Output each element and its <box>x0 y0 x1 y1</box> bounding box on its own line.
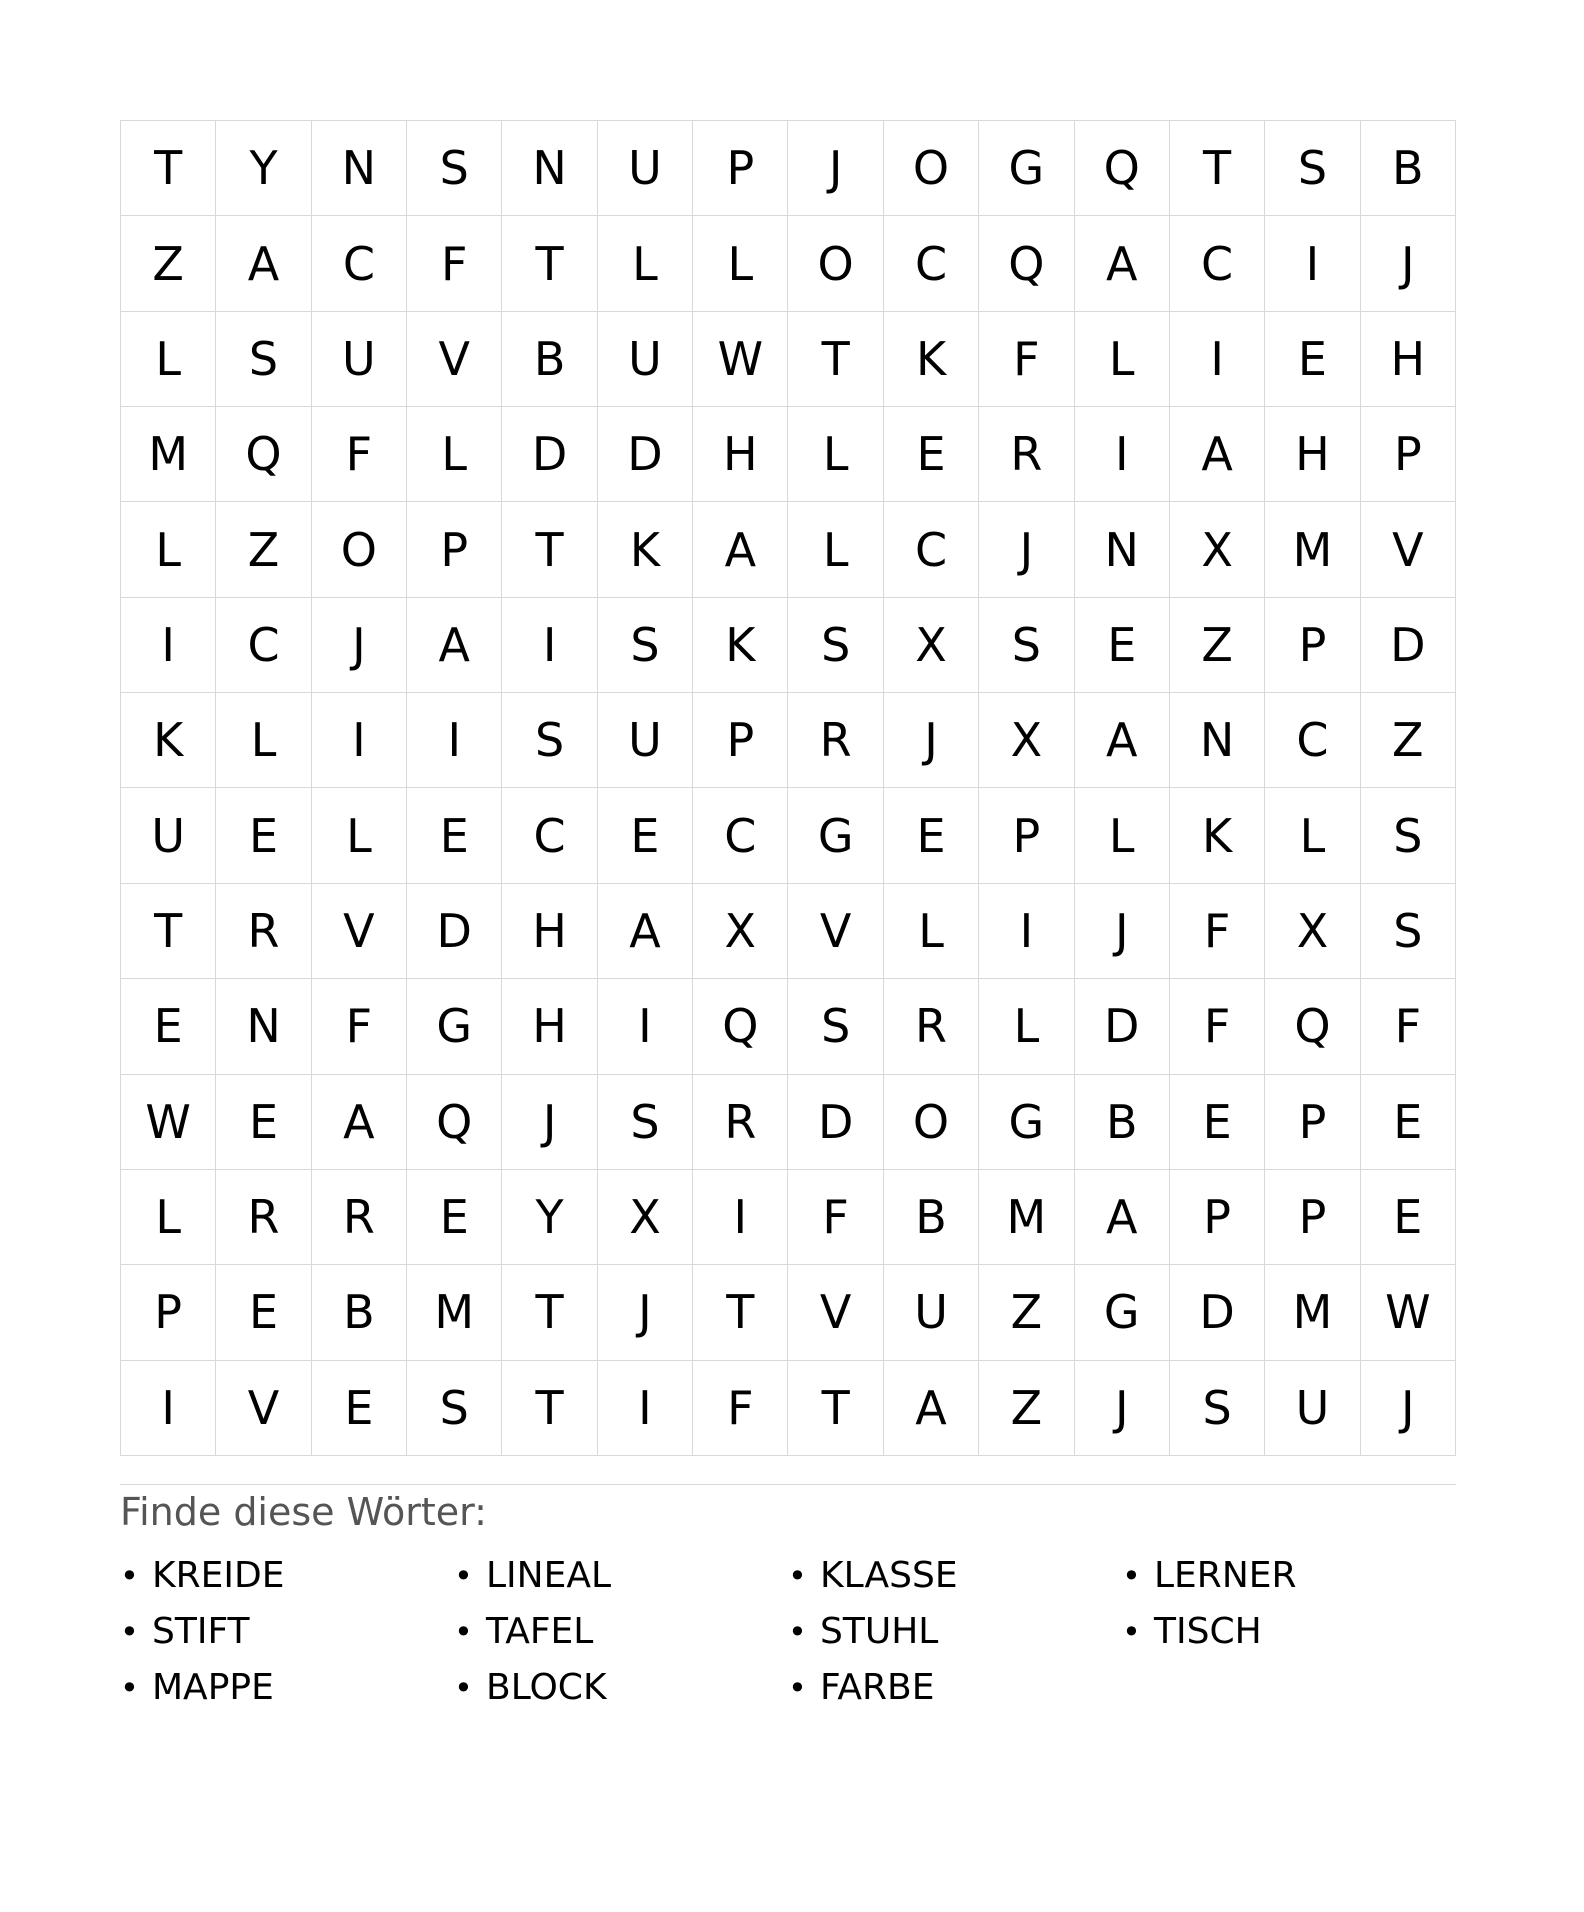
bullet-icon: • <box>120 1557 139 1595</box>
grid-cell[interactable]: E <box>216 788 311 883</box>
grid-cell[interactable]: M <box>979 1170 1074 1265</box>
grid-cell[interactable]: Q <box>1265 979 1360 1074</box>
grid-cell[interactable]: O <box>788 216 883 311</box>
grid-cell[interactable]: R <box>693 1075 788 1170</box>
grid-cell[interactable]: J <box>1075 1361 1170 1456</box>
grid-cell[interactable]: E <box>121 979 216 1074</box>
grid-cell[interactable]: P <box>1265 1075 1360 1170</box>
grid-cell[interactable]: I <box>121 1361 216 1456</box>
word-label: KLASSE <box>820 1555 958 1596</box>
grid-cell[interactable]: O <box>884 121 979 216</box>
grid-cell[interactable]: G <box>1075 1265 1170 1360</box>
word-list <box>120 1548 1456 1716</box>
grid-cell[interactable]: O <box>884 1075 979 1170</box>
grid-cell[interactable]: F <box>1361 979 1456 1074</box>
grid-cell[interactable]: L <box>216 693 311 788</box>
grid-cell[interactable]: A <box>312 1075 407 1170</box>
grid-cell[interactable]: S <box>598 598 693 693</box>
grid-cell[interactable]: L <box>312 788 407 883</box>
grid-cell[interactable]: E <box>1361 1170 1456 1265</box>
grid-cell[interactable]: T <box>693 1265 788 1360</box>
grid-cell[interactable]: D <box>598 407 693 502</box>
word-label: STIFT <box>152 1611 250 1652</box>
bullet-icon: • <box>454 1557 473 1595</box>
grid-cell[interactable]: T <box>1170 121 1265 216</box>
grid-cell[interactable]: R <box>312 1170 407 1265</box>
grid-cell[interactable]: I <box>693 1170 788 1265</box>
grid-cell[interactable]: H <box>1265 407 1360 502</box>
grid-cell[interactable]: Z <box>121 216 216 311</box>
grid-cell[interactable]: X <box>979 693 1074 788</box>
word-label: MAPPE <box>152 1667 274 1708</box>
grid-cell[interactable]: U <box>598 121 693 216</box>
grid-cell[interactable]: H <box>693 407 788 502</box>
grid-cell[interactable]: K <box>598 502 693 597</box>
grid-cell[interactable]: A <box>407 598 502 693</box>
grid-cell[interactable]: I <box>1075 407 1170 502</box>
grid-cell[interactable]: F <box>693 1361 788 1456</box>
grid-cell[interactable]: A <box>1170 407 1265 502</box>
grid-cell[interactable]: B <box>312 1265 407 1360</box>
grid-cell[interactable]: S <box>216 312 311 407</box>
grid-cell[interactable]: V <box>788 1265 883 1360</box>
grid-cell[interactable]: S <box>1170 1361 1265 1456</box>
grid-cell[interactable]: C <box>502 788 597 883</box>
word-label: LERNER <box>1154 1555 1297 1596</box>
grid-cell[interactable]: P <box>407 502 502 597</box>
grid-cell[interactable]: I <box>407 693 502 788</box>
grid-cell[interactable]: D <box>407 884 502 979</box>
word-list-item <box>1122 1604 1456 1660</box>
grid-cell[interactable]: J <box>979 502 1074 597</box>
word-label: TISCH <box>1154 1611 1262 1652</box>
grid-cell[interactable]: E <box>407 1170 502 1265</box>
grid-cell[interactable]: I <box>598 1361 693 1456</box>
word-list-item <box>788 1604 1122 1660</box>
grid-cell[interactable]: B <box>502 312 597 407</box>
word-list-item <box>120 1604 454 1660</box>
grid-cell[interactable]: E <box>407 788 502 883</box>
grid-cell[interactable]: F <box>1170 884 1265 979</box>
grid-cell[interactable]: S <box>598 1075 693 1170</box>
grid-cell[interactable]: J <box>1075 884 1170 979</box>
grid-cell[interactable]: A <box>1075 693 1170 788</box>
word-list-item <box>788 1548 1122 1604</box>
grid-cell[interactable]: D <box>1170 1265 1265 1360</box>
grid-cell[interactable]: Q <box>216 407 311 502</box>
grid-cell[interactable]: I <box>1170 312 1265 407</box>
grid-cell[interactable]: F <box>979 312 1074 407</box>
grid-cell[interactable]: L <box>121 312 216 407</box>
grid-cell[interactable]: K <box>121 693 216 788</box>
grid-cell[interactable]: F <box>312 407 407 502</box>
grid-cell[interactable]: H <box>1361 312 1456 407</box>
grid-cell[interactable]: V <box>312 884 407 979</box>
grid-cell[interactable]: V <box>216 1361 311 1456</box>
grid-cell[interactable]: A <box>693 502 788 597</box>
grid-cell[interactable]: N <box>1075 502 1170 597</box>
grid-cell[interactable]: S <box>407 1361 502 1456</box>
grid-cell[interactable]: B <box>1361 121 1456 216</box>
grid-cell[interactable]: A <box>1075 216 1170 311</box>
grid-cell[interactable]: S <box>1265 121 1360 216</box>
grid-cell[interactable]: X <box>693 884 788 979</box>
grid-cell[interactable]: Y <box>216 121 311 216</box>
grid-cell[interactable]: P <box>1265 1170 1360 1265</box>
grid-cell[interactable]: E <box>884 407 979 502</box>
grid-cell[interactable]: M <box>407 1265 502 1360</box>
grid-cell[interactable]: E <box>1265 312 1360 407</box>
grid-cell[interactable]: A <box>216 216 311 311</box>
grid-cell[interactable]: T <box>502 216 597 311</box>
grid-cell[interactable]: Z <box>979 1361 1074 1456</box>
grid-cell[interactable]: R <box>884 979 979 1074</box>
grid-cell[interactable]: W <box>693 312 788 407</box>
grid-cell[interactable]: L <box>598 216 693 311</box>
grid-cell[interactable]: U <box>312 312 407 407</box>
grid-cell[interactable]: L <box>407 407 502 502</box>
grid-cell[interactable]: R <box>788 693 883 788</box>
grid-cell[interactable]: E <box>1075 598 1170 693</box>
grid-cell[interactable]: V <box>788 884 883 979</box>
divider <box>120 1484 1456 1485</box>
grid-cell[interactable]: M <box>1265 502 1360 597</box>
grid-cell[interactable]: H <box>502 979 597 1074</box>
grid-cell[interactable]: Q <box>693 979 788 1074</box>
grid-cell[interactable]: Z <box>979 1265 1074 1360</box>
grid-cell[interactable]: I <box>598 979 693 1074</box>
word-label: TAFEL <box>486 1611 594 1652</box>
grid-cell[interactable]: K <box>693 598 788 693</box>
grid-cell[interactable]: P <box>1265 598 1360 693</box>
grid-cell[interactable]: S <box>788 598 883 693</box>
grid-cell[interactable]: G <box>788 788 883 883</box>
grid-cell[interactable]: B <box>884 1170 979 1265</box>
grid-cell[interactable]: H <box>502 884 597 979</box>
grid-cell[interactable]: N <box>216 979 311 1074</box>
grid-cell[interactable]: C <box>693 788 788 883</box>
word-list-item <box>1122 1548 1456 1604</box>
grid-cell[interactable]: D <box>788 1075 883 1170</box>
grid-cell[interactable]: I <box>312 693 407 788</box>
grid-cell[interactable]: U <box>884 1265 979 1360</box>
grid-cell[interactable]: I <box>979 884 1074 979</box>
grid-cell[interactable]: R <box>216 1170 311 1265</box>
grid-cell[interactable]: I <box>121 598 216 693</box>
grid-cell[interactable]: L <box>1075 788 1170 883</box>
grid-cell[interactable]: E <box>598 788 693 883</box>
grid-cell[interactable]: C <box>1170 216 1265 311</box>
grid-cell[interactable]: T <box>502 1265 597 1360</box>
grid-cell[interactable]: K <box>884 312 979 407</box>
grid-cell[interactable]: J <box>884 693 979 788</box>
word-label: LINEAL <box>486 1555 612 1596</box>
grid-cell[interactable]: Z <box>216 502 311 597</box>
bullet-icon: • <box>454 1613 473 1651</box>
grid-cell[interactable]: V <box>407 312 502 407</box>
grid-cell[interactable]: F <box>1170 979 1265 1074</box>
grid-cell[interactable]: Z <box>1170 598 1265 693</box>
grid-cell[interactable]: F <box>312 979 407 1074</box>
grid-cell[interactable]: E <box>1361 1075 1456 1170</box>
bullet-icon: • <box>788 1669 807 1707</box>
grid-cell[interactable]: G <box>979 121 1074 216</box>
grid-cell[interactable]: P <box>979 788 1074 883</box>
grid-cell[interactable]: E <box>312 1361 407 1456</box>
grid-cell[interactable]: I <box>1265 216 1360 311</box>
word-label: BLOCK <box>486 1667 607 1708</box>
grid-cell[interactable]: Q <box>979 216 1074 311</box>
word-label: KREIDE <box>152 1555 285 1596</box>
grid-cell[interactable]: J <box>788 121 883 216</box>
grid-cell[interactable]: G <box>979 1075 1074 1170</box>
grid-cell[interactable]: L <box>121 502 216 597</box>
grid-cell[interactable]: N <box>1170 693 1265 788</box>
word-list-title: Finde diese Wörter: <box>120 1490 487 1534</box>
grid-cell[interactable]: P <box>693 121 788 216</box>
bullet-icon: • <box>120 1613 139 1651</box>
grid-cell[interactable]: L <box>884 884 979 979</box>
grid-cell[interactable]: S <box>407 121 502 216</box>
bullet-icon: • <box>454 1669 473 1707</box>
grid-cell[interactable]: N <box>502 121 597 216</box>
grid-cell[interactable]: C <box>884 502 979 597</box>
grid-cell[interactable]: G <box>407 979 502 1074</box>
grid-cell[interactable]: L <box>1075 312 1170 407</box>
grid-cell[interactable]: L <box>788 502 883 597</box>
grid-cell[interactable]: D <box>502 407 597 502</box>
grid-cell[interactable]: J <box>502 1075 597 1170</box>
grid-cell[interactable]: S <box>979 598 1074 693</box>
grid-cell[interactable]: J <box>1361 1361 1456 1456</box>
bullet-icon: • <box>1122 1613 1141 1651</box>
word-list-item <box>788 1660 1122 1716</box>
grid-cell[interactable]: P <box>1170 1170 1265 1265</box>
word-label: FARBE <box>820 1667 935 1708</box>
grid-cell[interactable]: E <box>216 1265 311 1360</box>
grid-cell[interactable]: T <box>788 312 883 407</box>
grid-cell[interactable]: L <box>693 216 788 311</box>
grid-cell[interactable]: T <box>502 1361 597 1456</box>
grid-cell[interactable]: A <box>884 1361 979 1456</box>
word-list-item <box>454 1660 788 1716</box>
grid-cell[interactable]: U <box>1265 1361 1360 1456</box>
word-label: STUHL <box>820 1611 939 1652</box>
word-list-item <box>454 1548 788 1604</box>
grid-cell[interactable]: S <box>1361 788 1456 883</box>
grid-cell[interactable]: K <box>1170 788 1265 883</box>
grid-cell[interactable]: L <box>979 979 1074 1074</box>
word-list-item <box>120 1660 454 1716</box>
bullet-icon: • <box>788 1557 807 1595</box>
grid-cell[interactable]: T <box>788 1361 883 1456</box>
grid-cell[interactable]: T <box>502 502 597 597</box>
grid-cell[interactable]: C <box>1265 693 1360 788</box>
word-search-grid <box>120 120 1456 1456</box>
grid-cell[interactable]: S <box>502 693 597 788</box>
grid-cell[interactable]: Z <box>1361 693 1456 788</box>
grid-cell[interactable]: B <box>1075 1075 1170 1170</box>
grid-cell[interactable]: S <box>788 979 883 1074</box>
grid-cell[interactable]: D <box>1075 979 1170 1074</box>
grid-cell[interactable]: A <box>598 884 693 979</box>
grid-cell[interactable]: V <box>1361 502 1456 597</box>
grid-cell[interactable]: A <box>1075 1170 1170 1265</box>
grid-cell[interactable]: F <box>407 216 502 311</box>
grid-cell[interactable]: U <box>598 693 693 788</box>
grid-cell[interactable]: E <box>1170 1075 1265 1170</box>
grid-cell[interactable]: R <box>216 884 311 979</box>
grid-cell[interactable]: E <box>216 1075 311 1170</box>
grid-cell[interactable]: Q <box>1075 121 1170 216</box>
word-list-item <box>120 1548 454 1604</box>
grid-cell[interactable]: L <box>121 1170 216 1265</box>
grid-cell[interactable]: I <box>502 598 597 693</box>
bullet-icon: • <box>1122 1557 1141 1595</box>
grid-cell[interactable]: P <box>693 693 788 788</box>
grid-cell[interactable]: O <box>312 502 407 597</box>
grid-cell[interactable]: L <box>1265 788 1360 883</box>
grid-cell[interactable]: X <box>884 598 979 693</box>
grid-cell[interactable]: M <box>121 407 216 502</box>
grid-cell[interactable]: P <box>1361 407 1456 502</box>
grid-cell[interactable]: D <box>1361 598 1456 693</box>
grid-cell[interactable]: W <box>121 1075 216 1170</box>
grid-cell[interactable]: U <box>598 312 693 407</box>
grid-cell[interactable]: S <box>1361 884 1456 979</box>
grid-cell[interactable]: J <box>1361 216 1456 311</box>
bullet-icon: • <box>120 1669 139 1707</box>
grid-cell[interactable]: M <box>1265 1265 1360 1360</box>
grid-cell[interactable]: J <box>312 598 407 693</box>
grid-cell[interactable]: U <box>121 788 216 883</box>
grid-cell[interactable]: W <box>1361 1265 1456 1360</box>
grid-cell[interactable]: J <box>598 1265 693 1360</box>
grid-cell[interactable]: R <box>979 407 1074 502</box>
grid-cell[interactable]: P <box>121 1265 216 1360</box>
grid-cell[interactable]: X <box>1170 502 1265 597</box>
grid-cell[interactable]: E <box>884 788 979 883</box>
grid-cell[interactable]: Y <box>502 1170 597 1265</box>
grid-cell[interactable]: X <box>1265 884 1360 979</box>
grid-cell[interactable]: N <box>312 121 407 216</box>
word-list-item <box>454 1604 788 1660</box>
grid-cell[interactable]: C <box>312 216 407 311</box>
bullet-icon: • <box>788 1613 807 1651</box>
grid-cell[interactable]: T <box>121 121 216 216</box>
grid-cell[interactable]: F <box>788 1170 883 1265</box>
grid-cell[interactable]: L <box>788 407 883 502</box>
grid-cell[interactable]: T <box>121 884 216 979</box>
grid-cell[interactable]: X <box>598 1170 693 1265</box>
grid-cell[interactable]: Q <box>407 1075 502 1170</box>
grid-cell[interactable]: C <box>216 598 311 693</box>
grid-cell[interactable]: C <box>884 216 979 311</box>
